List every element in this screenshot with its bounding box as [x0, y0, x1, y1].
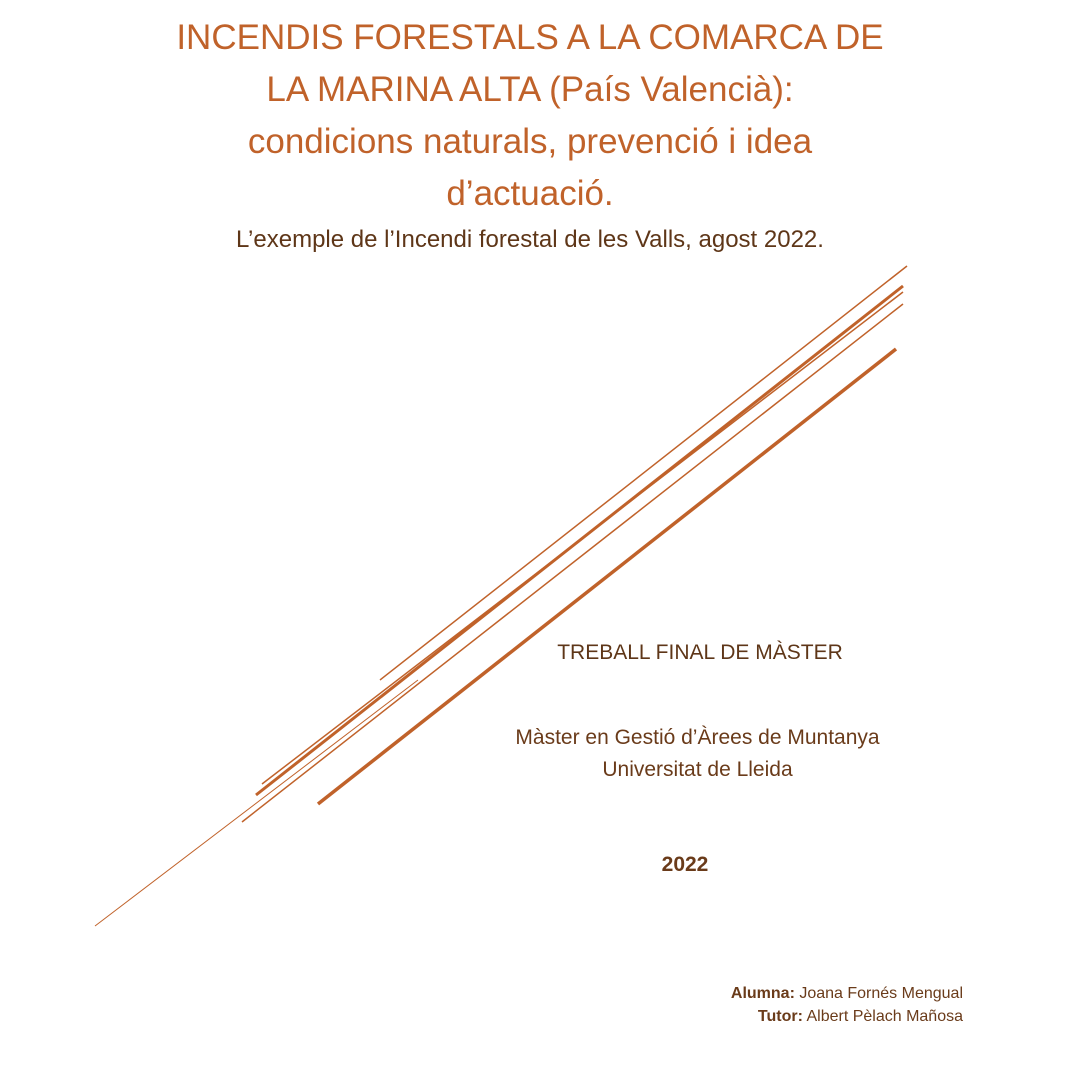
title-line-3: condicions naturals, prevenció i idea [247, 122, 813, 161]
title-line-2: LA MARINA ALTA (País Valencià): [266, 70, 794, 109]
decor-line-1 [380, 266, 907, 680]
credits [560, 982, 963, 1028]
cover-year: 2022 [661, 853, 709, 876]
decor-line-6 [95, 680, 418, 926]
university-name: Universitat de Lleida [602, 758, 793, 781]
tutor-row [560, 1005, 963, 1028]
student-label: Alumna: [730, 985, 795, 1002]
decor-line-3 [262, 292, 903, 784]
tutor-label: Tutor: [757, 1008, 803, 1025]
cover-subtitle: L’exemple de l’Incendi forestal de les Valls, agost 2022. [236, 226, 824, 253]
student-name: Joana Fornés Mengual [799, 985, 963, 1002]
title-line-4: d’actuació. [446, 174, 614, 213]
tutor-name: Albert Pèlach Mañosa [806, 1008, 963, 1025]
program-info [470, 722, 925, 786]
master-name: Màster en Gestió d’Àrees de Muntanya [515, 726, 880, 749]
work-type: TREBALL FINAL DE MÀSTER [557, 641, 843, 664]
student-row [560, 982, 963, 1005]
title-line-1: INCENDIS FORESTALS A LA COMARCA DE [176, 18, 884, 57]
